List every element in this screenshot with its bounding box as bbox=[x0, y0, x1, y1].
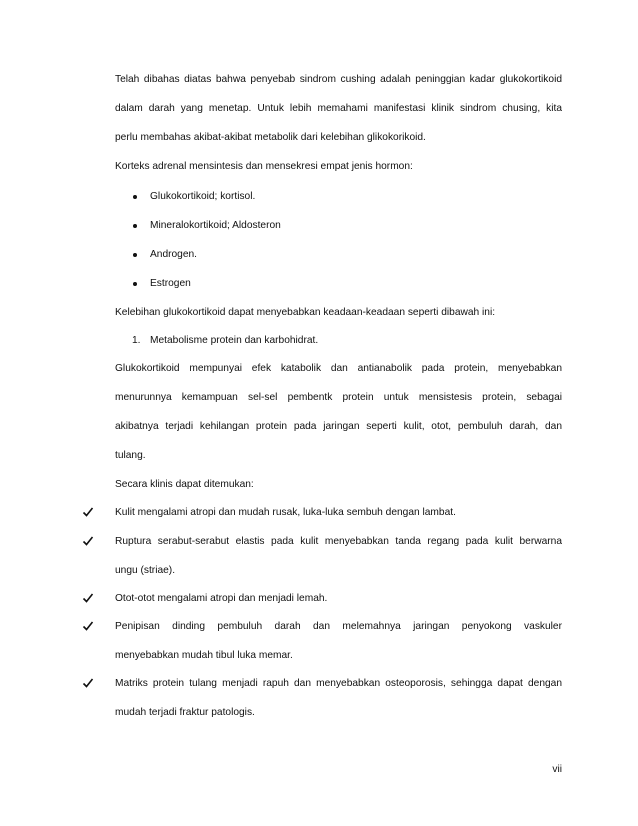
checkmark-icon bbox=[82, 620, 94, 632]
clinical-intro: Secara klinis dapat ditemukan: bbox=[115, 479, 254, 490]
paragraph-1-line-1: Telah dibahas diatas bahwa penyebab sindrom cushing adalah peninggian kadar glukokortikoid bbox=[115, 74, 562, 85]
checkmark-icon bbox=[82, 535, 94, 547]
clinical-finding-continuation: mudah terjadi fraktur patologis. bbox=[115, 707, 255, 718]
clinical-finding: Kulit mengalami atropi dan mudah rusak, luka-luka sembuh dengan lambat. bbox=[115, 507, 456, 518]
hormone-item: Mineralokortikoid; Aldosteron bbox=[150, 220, 281, 231]
paragraph-1-line-2: dalam darah yang menetap. Untuk lebih memahami manifestasi klinik sindrom chusing, kita bbox=[115, 103, 562, 114]
clinical-finding-continuation: menyebabkan mudah tibul luka memar. bbox=[115, 650, 293, 661]
numbered-item-number: 1. bbox=[132, 335, 141, 346]
paragraph-2-line-4: tulang. bbox=[115, 450, 146, 461]
hormone-item: Glukokortikoid; kortisol. bbox=[150, 191, 256, 202]
numbered-item-text: Metabolisme protein dan karbohidrat. bbox=[150, 335, 319, 346]
bullet-dot-icon bbox=[133, 224, 137, 228]
bullet-dot-icon bbox=[133, 282, 137, 286]
bullet-dot-icon bbox=[133, 253, 137, 257]
hormones-intro: Korteks adrenal mensintesis dan mensekresi empat jenis hormon: bbox=[115, 161, 413, 172]
paragraph-2-line-3: akibatnya terjadi kehilangan protein pada jaringan seperti kulit, otot, pembuluh darah, dan bbox=[115, 421, 562, 432]
hormone-item: Androgen. bbox=[150, 249, 198, 260]
page-number: vii bbox=[552, 764, 562, 775]
paragraph-2-line-2: menurunnya kemampuan sel-sel pembentk protein untuk mensistesis protein, sebagai bbox=[115, 392, 562, 403]
clinical-finding: Ruptura serabut-serabut elastis pada kulit menyebabkan tanda regang pada kulit berwarna bbox=[115, 536, 562, 547]
paragraph-1-line-3: perlu membahas akibat-akibat metabolik dari kelebihan glikokorikoid. bbox=[115, 132, 426, 143]
clinical-finding-continuation: ungu (striae). bbox=[115, 565, 176, 576]
checkmark-icon bbox=[82, 677, 94, 689]
clinical-finding: Matriks protein tulang menjadi rapuh dan menyebabkan osteoporosis, sehingga dapat dengan bbox=[115, 678, 562, 689]
effects-intro: Kelebihan glukokortikoid dapat menyebabkan keadaan-keadaan seperti dibawah ini: bbox=[115, 307, 496, 318]
checkmark-icon bbox=[82, 592, 94, 604]
clinical-finding: Otot-otot mengalami atropi dan menjadi lemah. bbox=[115, 593, 328, 604]
paragraph-2-line-1: Glukokortikoid mempunyai efek katabolik dan antianabolik pada protein, menyebabkan bbox=[115, 363, 562, 374]
hormone-item: Estrogen bbox=[150, 278, 191, 289]
checkmark-icon bbox=[82, 506, 94, 518]
clinical-finding: Penipisan dinding pembuluh darah dan melemahnya jaringan penyokong vaskuler bbox=[115, 621, 562, 632]
bullet-dot-icon bbox=[133, 195, 137, 199]
